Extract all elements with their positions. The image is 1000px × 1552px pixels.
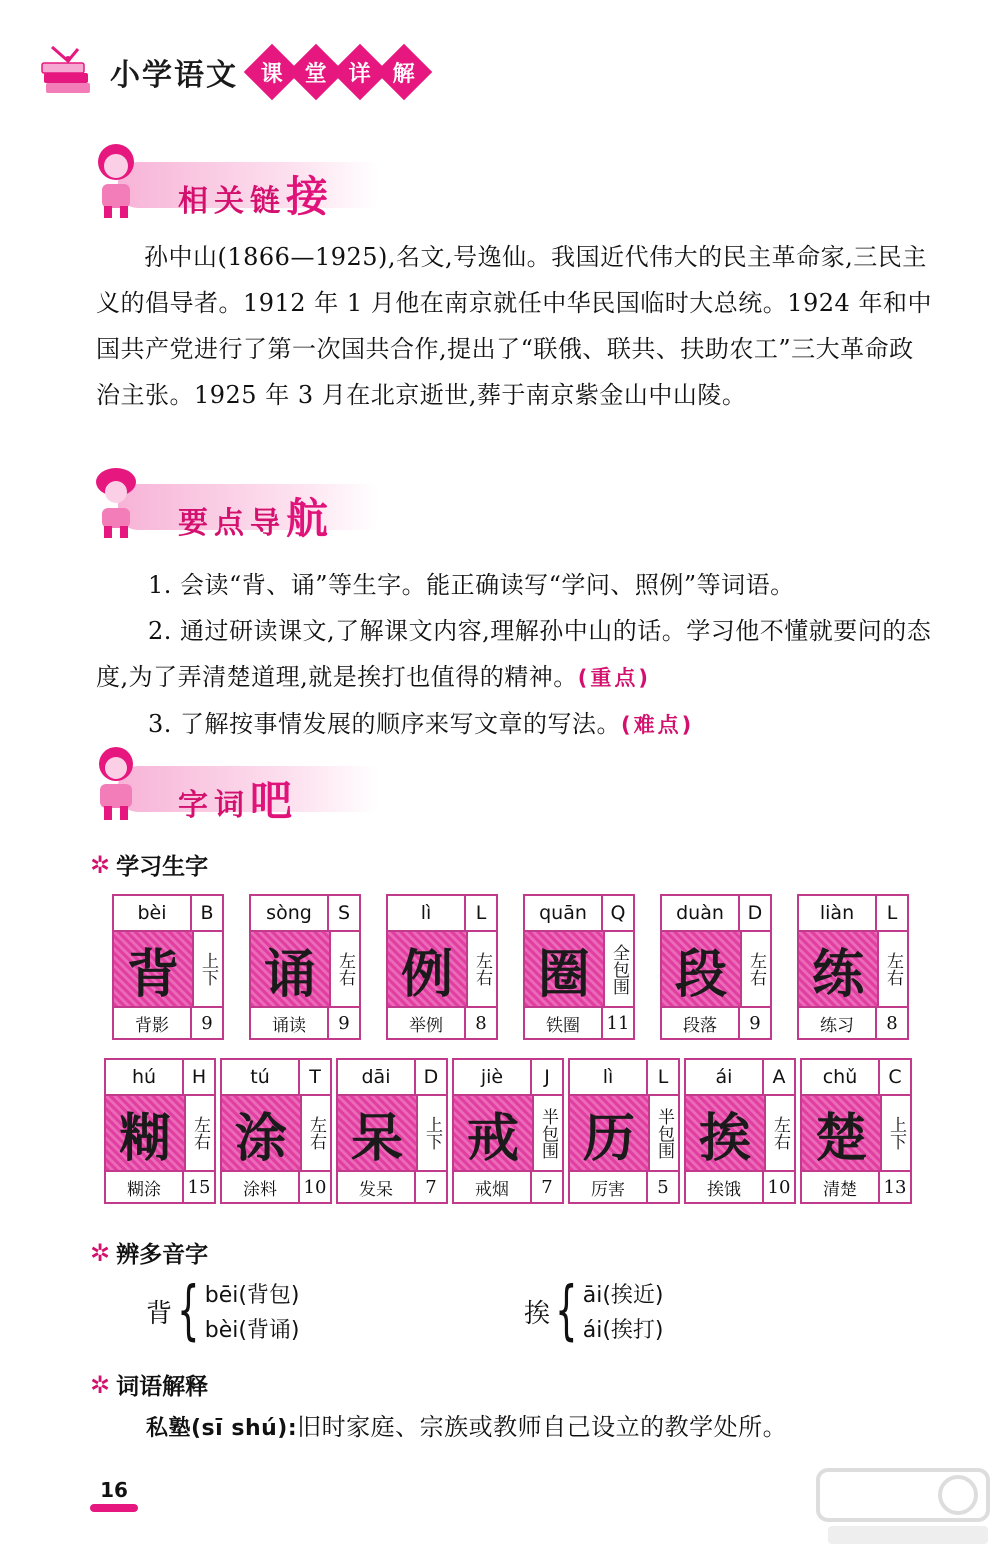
page-number-text: 16 [100, 1478, 128, 1502]
polyphonic-reading: bèi(背诵) [204, 1318, 300, 1343]
card-mid-row [662, 932, 770, 1008]
subheading-poly [90, 1236, 208, 1269]
card-bottom-row [802, 1172, 910, 1202]
keypoints-list [96, 562, 936, 748]
card-bottom-row [799, 1008, 907, 1038]
kid-icon [88, 462, 144, 542]
word-explanation [146, 1404, 936, 1452]
char-pinyin: duàn [676, 902, 724, 924]
char-structure: 全包围 [603, 932, 633, 1006]
char-card [220, 1058, 332, 1204]
char-strokes: 8 [464, 1008, 496, 1038]
card-mid-row [388, 932, 496, 1008]
polyphonic-entry [146, 1274, 300, 1348]
subheading-text: 辨多音字 [116, 1242, 209, 1268]
char-letter: L [464, 896, 496, 930]
card-mid-row [686, 1096, 794, 1172]
card-bottom-row [338, 1172, 446, 1202]
char-strokes: 11 [601, 1008, 633, 1038]
char-letter: L [646, 1060, 678, 1094]
card-top-row [799, 896, 907, 932]
page-header [38, 40, 424, 104]
char-glyph: 练 [799, 932, 877, 1006]
char-card [104, 1058, 216, 1204]
section-title-keypoints [178, 486, 328, 546]
section-title-text: 要点导 [178, 506, 286, 541]
char-word: 段落 [683, 1015, 717, 1036]
char-structure: 上下 [880, 1096, 910, 1170]
char-word: 戒烟 [475, 1179, 509, 1200]
header-tag-text: 详 [348, 61, 372, 87]
header-tag [376, 44, 433, 101]
char-structure: 左右 [877, 932, 907, 1006]
section-title-big: 吧 [250, 776, 293, 825]
char-strokes: 7 [530, 1172, 562, 1202]
char-pinyin: sòng [266, 902, 312, 924]
char-glyph: 背 [114, 932, 192, 1006]
header-tag-text: 堂 [304, 61, 328, 87]
keypoint-tag: (重点) [577, 666, 651, 690]
char-strokes: 10 [762, 1172, 794, 1202]
card-bottom-row [454, 1172, 562, 1202]
subheading-text: 词语解释 [116, 1374, 209, 1400]
header-tag-text: 解 [392, 61, 416, 87]
card-mid-row [106, 1096, 214, 1172]
char-card [336, 1058, 448, 1204]
char-card [684, 1058, 796, 1204]
char-card [797, 894, 909, 1040]
char-glyph: 圈 [525, 932, 603, 1006]
char-structure: 上下 [192, 932, 222, 1006]
keypoint-item [96, 562, 936, 608]
char-glyph: 楚 [802, 1096, 880, 1170]
keypoint-item [96, 608, 936, 701]
char-structure: 左右 [184, 1096, 214, 1170]
char-glyph: 戒 [454, 1096, 532, 1170]
brace-icon: { [177, 1274, 200, 1348]
card-top-row [222, 1060, 330, 1096]
char-word: 厉害 [591, 1179, 625, 1200]
polyphonic-reading: ái(挨打) [582, 1318, 664, 1343]
polyphonic-entry [524, 1274, 664, 1348]
card-bottom-row [114, 1008, 222, 1038]
card-bottom-row [525, 1008, 633, 1038]
char-pinyin: dāi [361, 1066, 391, 1088]
header-title: 小学语文 [110, 58, 238, 93]
char-pinyin: chǔ [822, 1066, 858, 1088]
section-banner-words [88, 744, 388, 826]
watermark-logo-icon [808, 1464, 998, 1550]
char-structure: 左右 [466, 932, 496, 1006]
char-strokes: 13 [878, 1172, 910, 1202]
card-mid-row [251, 932, 359, 1008]
card-bottom-row [106, 1172, 214, 1202]
char-pinyin: lì [602, 1066, 614, 1088]
explanation-term: 私塾(sī shú): [146, 1416, 298, 1441]
header-tag-text: 课 [260, 61, 284, 87]
char-card [568, 1058, 680, 1204]
char-card [660, 894, 772, 1040]
section-banner-related [88, 140, 388, 222]
char-structure: 半包围 [532, 1096, 562, 1170]
char-word: 糊涂 [127, 1179, 161, 1200]
char-word: 铁圈 [546, 1015, 580, 1036]
section-banner-keypoints [88, 462, 388, 544]
polyphonic-char: 背 [146, 1298, 173, 1329]
char-structure: 左右 [329, 932, 359, 1006]
char-glyph: 涂 [222, 1096, 300, 1170]
char-letter: J [530, 1060, 562, 1094]
subheading-learn [90, 848, 208, 881]
card-top-row [114, 896, 222, 932]
char-letter: T [298, 1060, 330, 1094]
card-mid-row [454, 1096, 562, 1172]
char-pinyin: bèi [137, 902, 167, 924]
char-strokes: 5 [646, 1172, 678, 1202]
char-card [112, 894, 224, 1040]
page-number [90, 1478, 138, 1512]
card-bottom-row [662, 1008, 770, 1038]
char-glyph: 糊 [106, 1096, 184, 1170]
polyphonic-reading: āi(挨近) [582, 1283, 664, 1308]
card-mid-row [114, 932, 222, 1008]
related-paragraph [96, 234, 936, 418]
char-word: 诵读 [272, 1015, 306, 1036]
flower-icon: ✲ [90, 1370, 111, 1399]
card-bottom-row [570, 1172, 678, 1202]
char-glyph: 诵 [251, 932, 329, 1006]
char-pinyin: jiè [480, 1066, 504, 1088]
char-glyph: 历 [570, 1096, 648, 1170]
header-tags [252, 52, 424, 92]
char-structure: 左右 [300, 1096, 330, 1170]
section-title-big: 接 [286, 172, 329, 221]
char-word: 练习 [820, 1015, 854, 1036]
char-letter: D [414, 1060, 446, 1094]
card-mid-row [338, 1096, 446, 1172]
kid-icon [88, 744, 144, 824]
section-title-big: 航 [286, 494, 329, 543]
char-structure: 半包围 [648, 1096, 678, 1170]
char-letter: C [878, 1060, 910, 1094]
card-top-row [686, 1060, 794, 1096]
flower-icon: ✲ [90, 1238, 111, 1267]
kid-icon [88, 140, 144, 220]
card-mid-row [570, 1096, 678, 1172]
card-bottom-row [686, 1172, 794, 1202]
card-top-row [802, 1060, 910, 1096]
polyphonic-readings [583, 1278, 664, 1344]
polyphonic-char: 挨 [524, 1298, 551, 1329]
card-bottom-row [388, 1008, 496, 1038]
char-word: 清楚 [823, 1179, 857, 1200]
section-title-words [178, 768, 292, 828]
char-strokes: 7 [414, 1172, 446, 1202]
char-pinyin: ái [715, 1066, 733, 1088]
card-bottom-row [222, 1172, 330, 1202]
char-strokes: 10 [298, 1172, 330, 1202]
polyphonic-reading: bēi(背包) [204, 1283, 300, 1308]
card-top-row [388, 896, 496, 932]
subheading-explain [90, 1368, 208, 1401]
card-top-row [525, 896, 633, 932]
char-letter: S [327, 896, 359, 930]
section-title-text: 字词 [178, 788, 250, 823]
char-structure: 上下 [416, 1096, 446, 1170]
section-title-text: 相关链 [178, 184, 286, 219]
section-title-related [178, 164, 328, 224]
card-top-row [662, 896, 770, 932]
char-card [452, 1058, 564, 1204]
card-mid-row [799, 932, 907, 1008]
card-bottom-row [251, 1008, 359, 1038]
char-letter: L [875, 896, 907, 930]
char-glyph: 挨 [686, 1096, 764, 1170]
keypoint-text: 1. 会读“背、诵”等生字。能正确读写“学问、照例”等词语。 [148, 571, 795, 599]
char-letter: B [190, 896, 222, 930]
char-structure: 左右 [740, 932, 770, 1006]
card-top-row [251, 896, 359, 932]
char-word: 发呆 [359, 1179, 393, 1200]
card-mid-row [802, 1096, 910, 1172]
char-strokes: 9 [738, 1008, 770, 1038]
books-logo-icon [38, 43, 96, 101]
char-strokes: 8 [875, 1008, 907, 1038]
char-word: 挨饿 [707, 1179, 741, 1200]
char-letter: A [762, 1060, 794, 1094]
page-number-bar [90, 1504, 138, 1512]
related-text: 孙中山(1866—1925),名文,号逸仙。我国近代伟大的民主革命家,三民主义的倡导者。1912 年 1 月他在南京就任中华民国临时大总统。1924 年和中国共产党进行了第一次国共合作,提出了“联俄、联共、扶助农工”三大革命政治主张。1925 年 3 月在北京逝世,葬于南京紫金山中山陵。 [96, 243, 932, 409]
flower-icon: ✲ [90, 850, 111, 879]
keypoint-text: 2. 通过研读课文,了解课文内容,理解孙中山的话。学习他不懂就要问的态度,为了弄清楚道理,就是挨打也值得的精神。 [96, 617, 932, 691]
char-word: 涂料 [243, 1179, 277, 1200]
char-word: 举例 [409, 1015, 443, 1036]
card-mid-row [525, 932, 633, 1008]
keypoint-text: 3. 了解按事情发展的顺序来写文章的写法。 [148, 710, 622, 738]
char-word: 背影 [135, 1015, 169, 1036]
keypoint-tag: (难点) [621, 713, 695, 737]
char-glyph: 段 [662, 932, 740, 1006]
char-glyph: 例 [388, 932, 466, 1006]
char-glyph: 呆 [338, 1096, 416, 1170]
char-card [800, 1058, 912, 1204]
char-strokes: 15 [182, 1172, 214, 1202]
char-letter: Q [601, 896, 633, 930]
char-card [523, 894, 635, 1040]
card-top-row [106, 1060, 214, 1096]
card-mid-row [222, 1096, 330, 1172]
char-pinyin: lì [420, 902, 432, 924]
subheading-text: 学习生字 [116, 854, 209, 880]
card-top-row [570, 1060, 678, 1096]
explanation-text: 旧时家庭、宗族或教师自己设立的教学处所。 [297, 1413, 788, 1441]
char-letter: D [738, 896, 770, 930]
char-card [249, 894, 361, 1040]
brace-icon: { [555, 1274, 578, 1348]
char-pinyin: quān [539, 902, 587, 924]
char-pinyin: tú [250, 1066, 270, 1088]
keypoint-item [96, 701, 936, 748]
char-pinyin: liàn [819, 902, 855, 924]
char-strokes: 9 [327, 1008, 359, 1038]
char-strokes: 9 [190, 1008, 222, 1038]
polyphonic-readings [205, 1278, 300, 1344]
char-letter: H [182, 1060, 214, 1094]
char-pinyin: hú [131, 1066, 157, 1088]
char-structure: 左右 [764, 1096, 794, 1170]
card-top-row [338, 1060, 446, 1096]
card-top-row [454, 1060, 562, 1096]
char-card [386, 894, 498, 1040]
